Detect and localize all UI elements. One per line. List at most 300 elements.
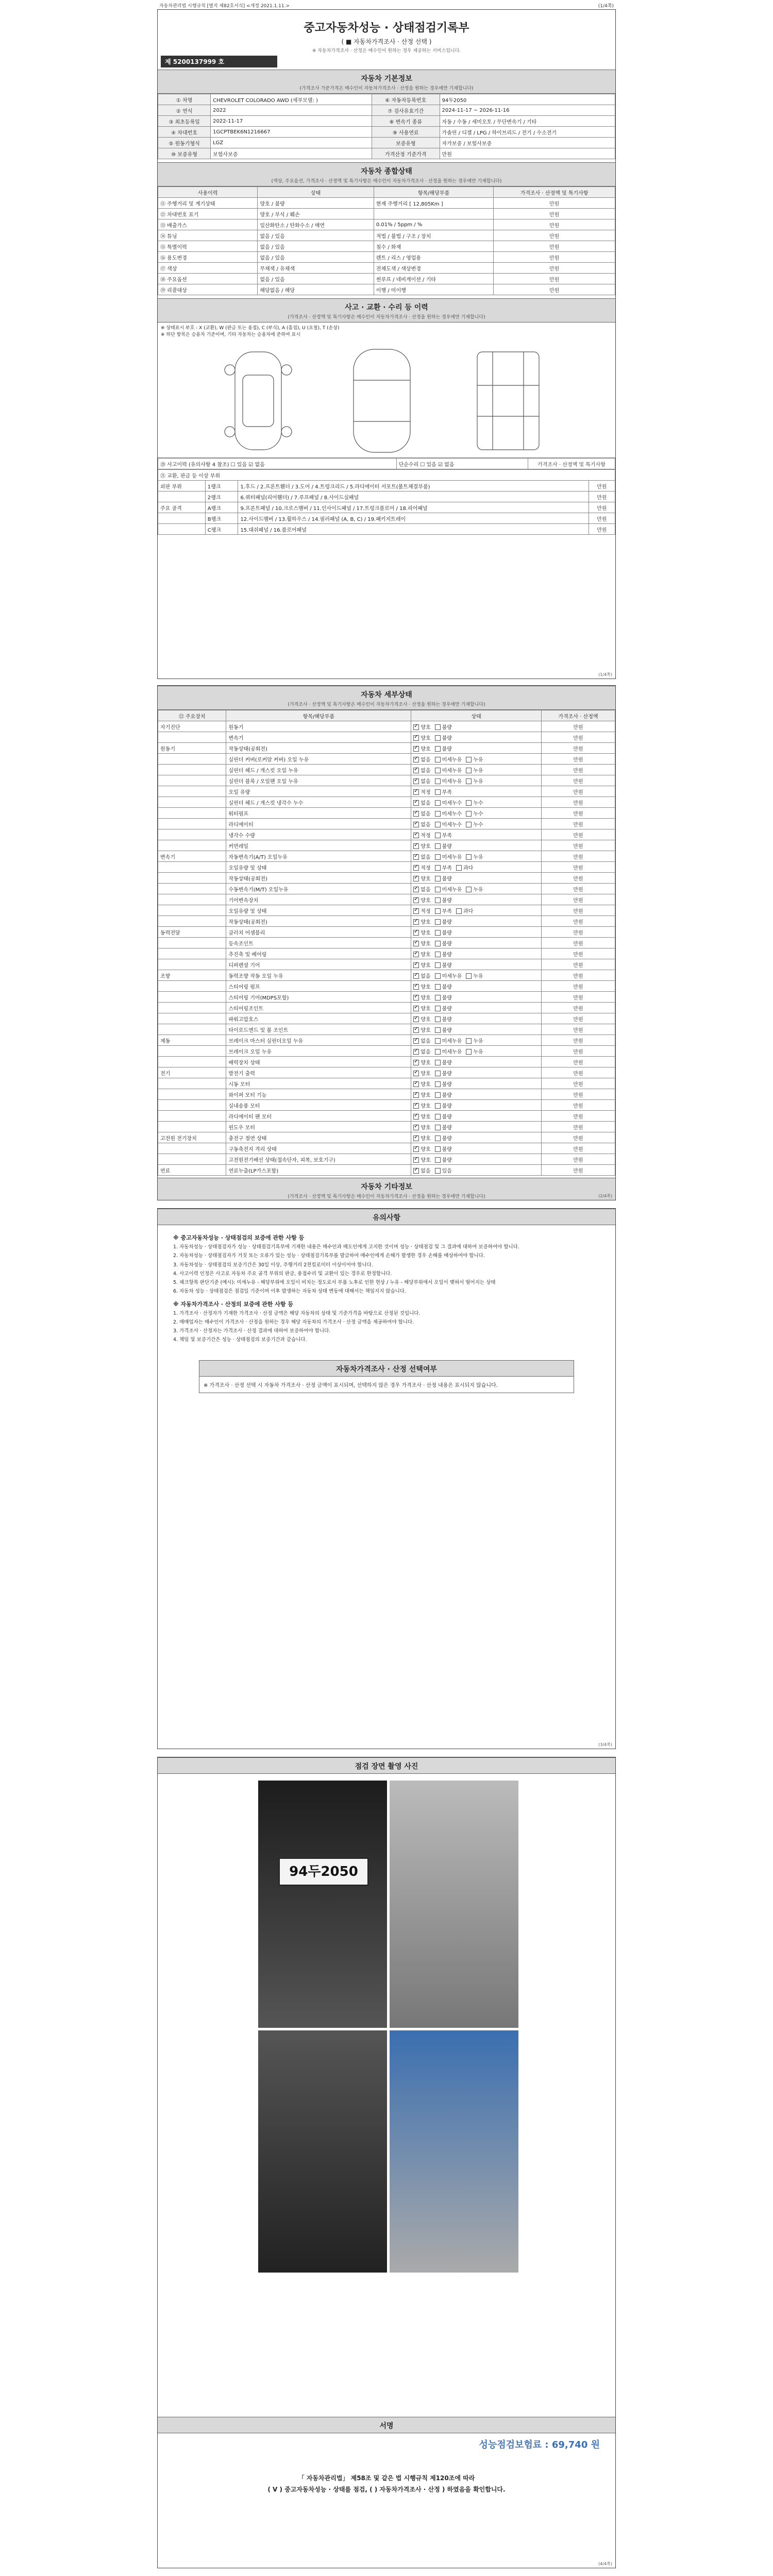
basic-row [158,116,615,127]
summary-band [158,162,615,187]
summary-state: 양호 / 불량 [258,198,374,209]
detail-group: 동력전달 [158,927,226,938]
checkbox-icon [435,876,441,882]
notice-item: 5. 체크항목 판단기준 (예시): 미세누유 - 해당부위에 오일이 비치는 정도로서 부품 노후로 인한 현상 / 누유 - 해당부위에서 오일이 맺혀서 떨어지는 상태 [173,1280,496,1285]
detail-item: 시동 모터 [226,1078,411,1089]
detail-group [158,1003,226,1013]
detail-row [158,721,615,732]
state-option: 누유 [466,1039,483,1044]
detail-row [158,1013,615,1024]
summary-item: ⑯ 용도변경 [158,252,258,263]
state-option: 불량 [435,1158,452,1163]
detail-state [411,1132,542,1143]
checkbox-icon [435,941,441,946]
detail-item: 작동상태(공회전) [226,873,411,884]
detail-price: 만원 [542,1013,615,1024]
detail-row [158,970,615,981]
checkbox-icon [435,1006,441,1011]
detail-row [158,1132,615,1143]
summary-state: 없음 / 있음 [258,241,374,252]
basic-label: ⑥ 자동차등록번호 [372,94,440,105]
checkbox-icon [413,1081,419,1087]
detail-price: 만원 [542,840,615,851]
detail-state [411,1165,542,1176]
state-option: 불량 [435,1060,452,1066]
state-option: 누유 [466,768,483,774]
state-option: 불량 [435,1125,452,1131]
summary-row [158,230,615,241]
detail-header: 항목/해당부품 [226,710,411,721]
detail-group [158,775,226,786]
detail-row [158,1111,615,1122]
summary-subtitle: (색상, 주요옵션, 가격조사 · 산정액 및 특기사항은 매수인이 자동차가격조사 · 산정을 원하는 경우에만 기재합니다) [271,179,502,184]
detail-state [411,829,542,840]
summary-price: 만원 [494,284,615,295]
state-option: 불량 [435,985,452,990]
summary-header: 항목/해당부품 [374,187,493,198]
state-option: ✓ 양호 [413,941,430,947]
state-option: 불량 [435,898,452,904]
summary-row [158,241,615,252]
page-number-2: (2/4쪽) [598,1194,612,1198]
detail-header: 상태 [411,710,542,721]
checkbox-icon [413,778,419,784]
checkbox-icon [466,757,472,762]
summary-row [158,198,615,209]
detail-price: 만원 [542,721,615,732]
detail-group [158,884,226,894]
detail-group [158,938,226,948]
detail-row [158,959,615,970]
state-option: ✓ 양호 [413,1017,430,1023]
state-option: 누수 [466,822,483,828]
basic-label: ⑤ 원동기형식 [158,138,211,148]
detail-row [158,1067,615,1078]
checkbox-icon [466,768,472,773]
panel-rank-label: ㉑ 교환, 판금 등 이상 부위 [158,470,615,481]
state-option: ✓ 없음 [413,811,430,817]
state-option: ✓ 없음 [413,1168,430,1174]
checkbox-icon [413,984,419,990]
summary-detail: 현재 주행거리 [ 12,805Km ] [374,198,493,209]
basic-label: ⑩ 보증유형 [158,148,211,159]
detail-price: 만원 [542,1089,615,1100]
checkbox-icon [466,854,472,860]
law-line-1: 「 자동차관리법」 제58조 및 같은 법 시행규칙 제120조에 따라 [298,2475,475,2482]
state-option: 불량 [435,1104,452,1109]
panel-row [158,513,615,524]
summary-detail: 침수 / 화재 [374,241,493,252]
detail-state [411,992,542,1003]
summary-detail: 렌트 / 리스 / 영업용 [374,252,493,263]
checkbox-icon [435,1092,441,1098]
detail-row [158,829,615,840]
state-option: 불량 [435,1114,452,1120]
detail-state [411,1003,542,1013]
detail-group [158,948,226,959]
other-band [158,1178,615,1200]
state-option: ✓ 양호 [413,1071,430,1077]
notice-item: 3. 가격조사 · 산정자는 가격조사 · 산정 결과에 대하여 보증하여야 합니다. [173,1328,331,1334]
state-option: 누유 [466,1049,483,1055]
detail-group [158,819,226,829]
detail-group [158,829,226,840]
detail-group [158,1057,226,1067]
state-option: ✓ 양호 [413,1136,430,1142]
detail-price: 만원 [542,894,615,905]
summary-price: 만원 [494,274,615,284]
panel-rank: B랭크 [205,513,238,524]
detail-state [411,905,542,916]
detail-price: 만원 [542,1154,615,1165]
basic-info-band [158,70,615,94]
detail-group: 조향 [158,970,226,981]
detail-price: 만원 [542,927,615,938]
detail-group [158,981,226,992]
checkbox-icon [413,962,419,968]
summary-row [158,274,615,284]
checkbox-icon [413,746,419,752]
detail-item: 와이퍼 모터 기능 [226,1089,411,1100]
detail-price: 만원 [542,829,615,840]
detail-state [411,1035,542,1046]
detail-row [158,1143,615,1154]
page-header [157,2,616,9]
checkbox-icon [435,843,441,849]
detail-group: 원동기 [158,743,226,754]
detail-item: 원동기 [226,721,411,732]
detail-row [158,981,615,992]
state-option: ✓ 양호 [413,1028,430,1033]
panel-price: 만원 [589,524,615,535]
detail-item: 작동상태(공회전) [226,743,411,754]
state-option: 미세누유 [435,768,462,774]
summary-header: 사용이력 [158,187,258,198]
detail-price: 만원 [542,884,615,894]
detail-row [158,765,615,775]
detail-row [158,775,615,786]
detail-price: 만원 [542,819,615,829]
checkbox-icon [435,1027,441,1033]
state-option: ✓ 양호 [413,844,430,850]
state-option: 불량 [435,1071,452,1077]
state-option: 불량 [435,995,452,1001]
basic-value: 2024-11-17 ~ 2026-11-16 [440,105,615,116]
insurance-fee: 성능점검보험료 : 69,740 원 [479,2439,600,2450]
summary-price: 만원 [494,263,615,274]
detail-price: 만원 [542,916,615,927]
page-1 [157,9,616,679]
checkbox-icon [413,757,419,762]
state-option: ✓ 없음 [413,855,430,860]
detail-price: 만원 [542,970,615,981]
basic-label: ⑨ 사용연료 [372,127,440,138]
panel-row [158,481,615,492]
panel-group: 외판 부위 [158,481,206,492]
detail-state [411,1111,542,1122]
detail-title: 자동차 세부상태 [361,691,412,699]
checkbox-icon [413,1027,419,1033]
detail-group: 제동 [158,1035,226,1046]
checkbox-icon [435,789,441,795]
detail-group [158,1111,226,1122]
photo-vehicle-lift [258,2030,387,2273]
other-subtitle: (가격조사 · 산정액 및 특기사항은 매수인이 자동차가격조사 · 산정을 원하는 경우에만 기재합니다) [288,1194,485,1199]
state-option: 불량 [435,725,452,731]
basic-value: 1GCPTBEK6N1216667 [211,127,372,138]
detail-state [411,732,542,743]
detail-state [411,873,542,884]
basic-label: 가격산정 기준가격 [372,148,440,159]
state-option: 과다 [456,866,473,871]
detail-price: 만원 [542,1003,615,1013]
state-option: 불량 [435,952,452,958]
detail-group [158,916,226,927]
detail-item: 실린더 헤드 / 개스킷 오일 누유 [226,765,411,775]
checkbox-icon [413,973,419,979]
state-option: ✓ 적정 [413,790,430,795]
car-outline-diagram [158,339,615,457]
panel-group [158,513,206,524]
checkbox-icon [413,735,419,741]
state-option: ✓ 양호 [413,725,430,731]
state-option: 과다 [456,909,473,914]
state-option: ✓ 양호 [413,747,430,752]
checkbox-icon [413,1157,419,1163]
detail-header: ㉒ 주요장치 [158,710,226,721]
detail-price: 만원 [542,851,615,862]
state-option: ✓ 없음 [413,822,430,828]
state-option: 누수 [466,811,483,817]
summary-price: 만원 [494,241,615,252]
state-option: 불량 [435,1093,452,1098]
state-option: 누유 [466,779,483,785]
checkbox-icon [456,908,462,914]
detail-price: 만원 [542,808,615,819]
summary-state: 해당없음 / 해당 [258,284,374,295]
detail-price: 만원 [542,797,615,808]
state-option: 불량 [435,941,452,947]
checkbox-icon [413,1060,419,1065]
checkbox-icon [413,930,419,936]
basic-row [158,127,615,138]
state-option: ✓ 없음 [413,887,430,893]
state-option: 부족 [435,790,452,795]
detail-state [411,938,542,948]
detail-group [158,1046,226,1057]
license-plate: 94두2050 [279,1858,368,1886]
checkbox-icon [413,768,419,773]
state-option: ✓ 양호 [413,898,430,904]
detail-item: 클러치 어셈블리 [226,927,411,938]
notice-item: 4. 책임 및 보증기간은 성능 · 상태점검의 보증기간과 같습니다. [173,1337,307,1343]
basic-label: ③ 최초등록일 [158,116,211,127]
state-option: 불량 [435,844,452,850]
basic-label: ① 차명 [158,94,211,105]
panel-row [158,524,615,535]
checkbox-icon [435,908,441,914]
detail-group [158,1089,226,1100]
detail-item: 윈도우 모터 [226,1122,411,1132]
checkbox-icon [435,1071,441,1076]
checkbox-icon [435,1136,441,1141]
basic-value: 가솔린 / 디젤 / LPG / 하이브리드 / 전기 / 수소전기 [440,127,615,138]
state-option: ✓ 적정 [413,909,430,914]
state-option: 부족 [435,909,452,914]
detail-state [411,959,542,970]
detail-row [158,1078,615,1089]
state-option: ✓ 없음 [413,1049,430,1055]
state-option: ✓ 없음 [413,974,430,979]
checkbox-icon [466,887,472,892]
state-option: ✓ 양호 [413,1060,430,1066]
detail-price: 만원 [542,959,615,970]
summary-detail: 0.01% / 5ppm / % [374,219,493,230]
legend-line-1: ※ 상태표시 부호 : X (교환), W (판금 또는 용접), C (부식), A (흠집), U (요철), T (손상) [161,326,340,331]
checkbox-icon [413,843,419,849]
summary-item: ⑬ 배출가스 [158,219,258,230]
detail-price: 만원 [542,1132,615,1143]
basic-label: ② 연식 [158,105,211,116]
simple-repair: 단순수리 ☐ 있음 ☑ 없음 [396,459,528,469]
detail-price: 만원 [542,981,615,992]
summary-row [158,284,615,295]
state-option: 불량 [435,1028,452,1033]
detail-state [411,765,542,775]
checkbox-icon [435,1125,441,1130]
basic-label: ⑦ 검사유효기간 [372,105,440,116]
summary-state: 없음 / 있음 [258,230,374,241]
checkbox-icon [466,1049,472,1055]
checkbox-icon [435,1049,441,1055]
basic-label: 보증유형 [372,138,440,148]
document-number: 제 5200137999 호 [161,56,277,67]
detail-row [158,873,615,884]
summary-detail: 썬루프 / 네비게이션 / 기타 [374,274,493,284]
detail-state [411,927,542,938]
summary-detail: 적법 / 불법 / 구조 / 장치 [374,230,493,241]
detail-item: 작동상태(공회전) [226,916,411,927]
basic-value: 만원 [440,148,615,159]
state-option: 누유 [466,855,483,860]
detail-state [411,851,542,862]
detail-item: 동력조향 작동 오일 누유 [226,970,411,981]
detail-state [411,916,542,927]
detail-item: 구동축전지 격리 상태 [226,1143,411,1154]
checkbox-icon [413,1168,419,1174]
detail-group: 고전원 전기장치 [158,1132,226,1143]
detail-group [158,1024,226,1035]
detail-row [158,894,615,905]
detail-price: 만원 [542,938,615,948]
checkbox-icon [435,984,441,990]
checkbox-icon [413,887,419,892]
detail-price: 만원 [542,1143,615,1154]
checkbox-icon [435,995,441,1001]
notice-item: 2. 자동차성능 · 상태점검자가 거짓 또는 오류가 있는 성능 · 상태점검기록부를 발급하여 매수인에게 손해가 발생한 경우 손해를 배상하여야 합니다. [173,1253,485,1259]
detail-state [411,1154,542,1165]
detail-group [158,873,226,884]
detail-row [158,851,615,862]
detail-price: 만원 [542,1046,615,1057]
detail-price: 만원 [542,1035,615,1046]
notice-item: 3. 자동차성능 · 상태점검의 보증기간은 30일 이상, 주행거리 2천킬로미터 이상이어야 합니다. [173,1262,373,1268]
panel-rank: 2랭크 [205,492,238,502]
checkbox-icon [435,1060,441,1065]
page-number-1: (1/4쪽) [598,672,612,677]
panel-price: 만원 [589,481,615,492]
checkbox-icon [456,865,462,871]
summary-row [158,252,615,263]
detail-price: 만원 [542,786,615,797]
summary-item: ⑪ 주행거리 및 계기상태 [158,198,258,209]
detail-item: 오일유량 및 상태 [226,905,411,916]
checkbox-icon [435,1168,441,1174]
detail-row [158,1024,615,1035]
detail-state [411,808,542,819]
state-option: 누유 [466,757,483,763]
detail-row [158,1100,615,1111]
detail-group [158,992,226,1003]
notice-item: 6. 자동차 성능 · 상태점검은 점검일 기준이며 이후 발생하는 자동차 상태 변동에 대해서는 책임지지 않습니다. [173,1289,406,1295]
checkbox-icon [435,930,441,936]
checkbox-icon [413,833,419,838]
detail-row [158,743,615,754]
state-option: 불량 [435,963,452,969]
basic-info-subtitle: (가격조사 가준가격은 매수인이 자동차가격조사 · 산정을 원하는 경우에만 기재합니다) [299,86,474,91]
summary-row [158,219,615,230]
checkbox-icon [413,908,419,914]
detail-state [411,1057,542,1067]
detail-price: 만원 [542,775,615,786]
checkbox-icon [413,1103,419,1109]
page-3 [157,1208,616,1749]
detail-item: 브레이크 마스터 실린더오일 누유 [226,1035,411,1046]
detail-item: 실린더 헤드 / 개스킷 냉각수 누수 [226,797,411,808]
state-option: ✓ 양호 [413,952,430,958]
state-option: 미세누유 [435,855,462,860]
summary-item: ⑮ 특별이력 [158,241,258,252]
detail-subtitle: (가격조사 · 산정액 및 특기사항은 매수인이 자동차가격조사 · 산정을 원하는 경우에만 기재합니다) [288,702,485,707]
detail-item: 냉각수 수량 [226,829,411,840]
detail-row [158,786,615,797]
photo-band: 점검 장면 촬영 사진 [158,1757,615,1774]
detail-row [158,840,615,851]
notice-item: 4. 사고이력 인정은 사고로 자동차 주요 골격 부위의 판금, 용접수리 및 교환이 있는 경우로 한정합니다. [173,1270,392,1277]
detail-group [158,1154,226,1165]
state-option: ✓ 양호 [413,1093,430,1098]
detail-group [158,905,226,916]
detail-state [411,721,542,732]
detail-group [158,1013,226,1024]
detail-row [158,884,615,894]
checkbox-icon [435,1157,441,1163]
notice-section-2: ※ 자동차가격조사 · 산정의 보증에 관한 사항 등 [173,1300,293,1308]
photo-inspection-bay [390,1781,518,2028]
basic-value: 자가보증 / 보험사보증 [440,138,615,148]
detail-state [411,970,542,981]
detail-state [411,819,542,829]
detail-item: 자동변속기(A/T) 오일누유 [226,851,411,862]
checkbox-icon [435,1016,441,1022]
basic-info-title: 자동차 기본정보 [361,75,412,83]
photo-rear-plate [258,1781,387,2028]
detail-row [158,1057,615,1067]
detail-price: 만원 [542,873,615,884]
checkbox-icon [413,1136,419,1141]
summary-state: 양호 / 부식 / 훼손 [258,209,374,219]
photo-inspector [390,2030,518,2273]
